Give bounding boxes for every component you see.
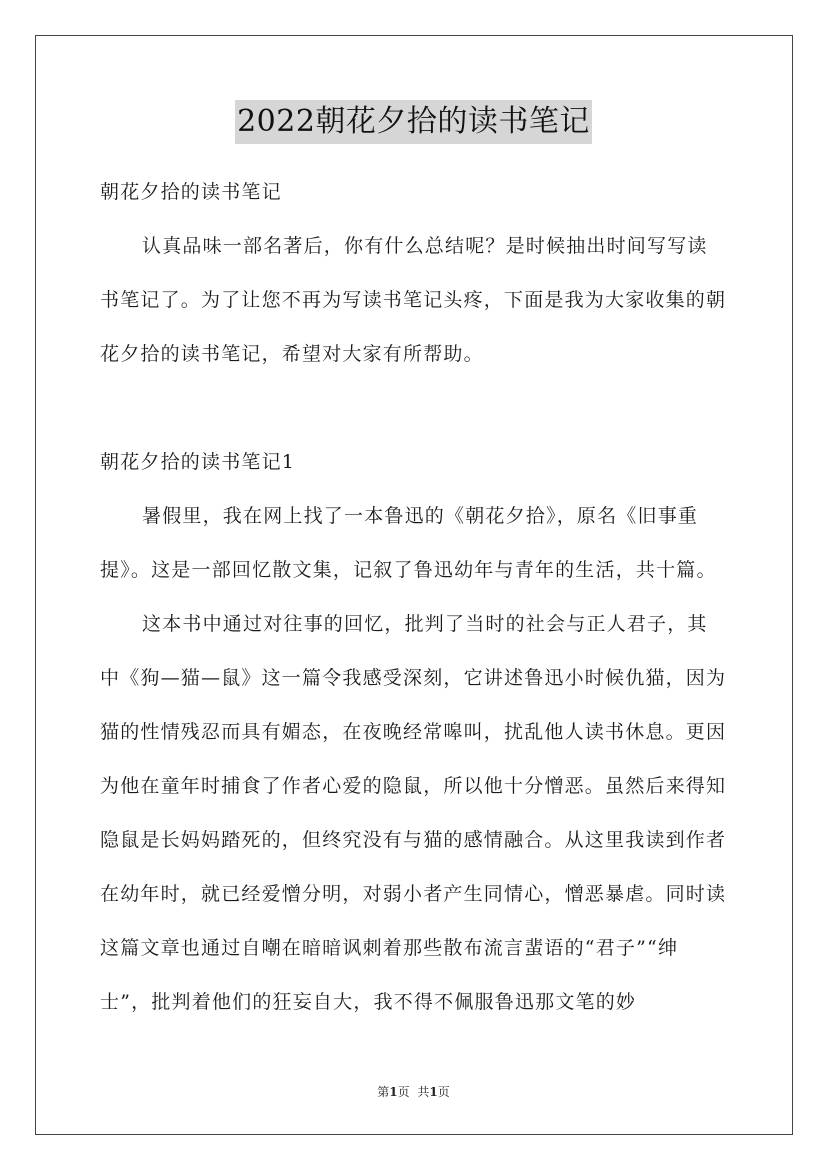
intro-paragraph: 认真品味一部名著后，你有什么总结呢？是时候抽出时间写写读书笔记了。为了让您不再为写读书笔记头疼，下面是我为大家收集的朝花夕拾的读书笔记，希望对大家有所帮助。 bbox=[100, 235, 727, 365]
page-footer bbox=[0, 1083, 827, 1100]
section-heading-intro: 朝花夕拾的读书笔记 bbox=[100, 181, 282, 203]
section-heading-note-1: 朝花夕拾的读书笔记1 bbox=[100, 451, 296, 473]
footer-prefix: 第 bbox=[377, 1085, 390, 1099]
current-page-number: 1 bbox=[389, 1085, 398, 1099]
paragraph-1: 暑假里，我在网上找了一本鲁迅的《朝花夕拾》，原名《旧事重提》。这是一部回忆散文集，记叙了鲁迅幼年与青年的生活，共十篇。 bbox=[100, 505, 717, 581]
footer-page-unit: 页 bbox=[397, 1085, 410, 1099]
footer-total-prefix: 共 bbox=[417, 1085, 430, 1099]
document-body bbox=[100, 165, 727, 1029]
footer-total-unit: 页 bbox=[437, 1085, 450, 1099]
document-title: 2022朝花夕拾的读书笔记 bbox=[235, 100, 592, 144]
total-page-number: 1 bbox=[429, 1085, 438, 1099]
paragraph-2: 这本书中通过对往事的回忆，批判了当时的社会与正人君子，其中《狗—猫—鼠》这一篇令我感受深刻，它讲述鲁迅小时候仇猫，因为猫的性情残忍而具有媚态，在夜晚经常嗥叫，扰乱他人读书休息。更因为他在童年时捕食了作者心爱的隐鼠，所以他十分憎恶。虽然后来得知隐鼠是长妈妈踏死的，但终究没有与猫的感情融合。从这里我读到作者在幼年时，就已经爱憎分明，对弱小者产生同情心，憎恶暴虐。同时读这篇文章也通过自嘲在暗暗讽刺着那些散布流言蜚语的“君子”“绅士”，批判着他们的狂妄自大，我不得不佩服鲁迅那文笔的妙 bbox=[100, 613, 727, 1013]
title-block bbox=[0, 100, 827, 144]
